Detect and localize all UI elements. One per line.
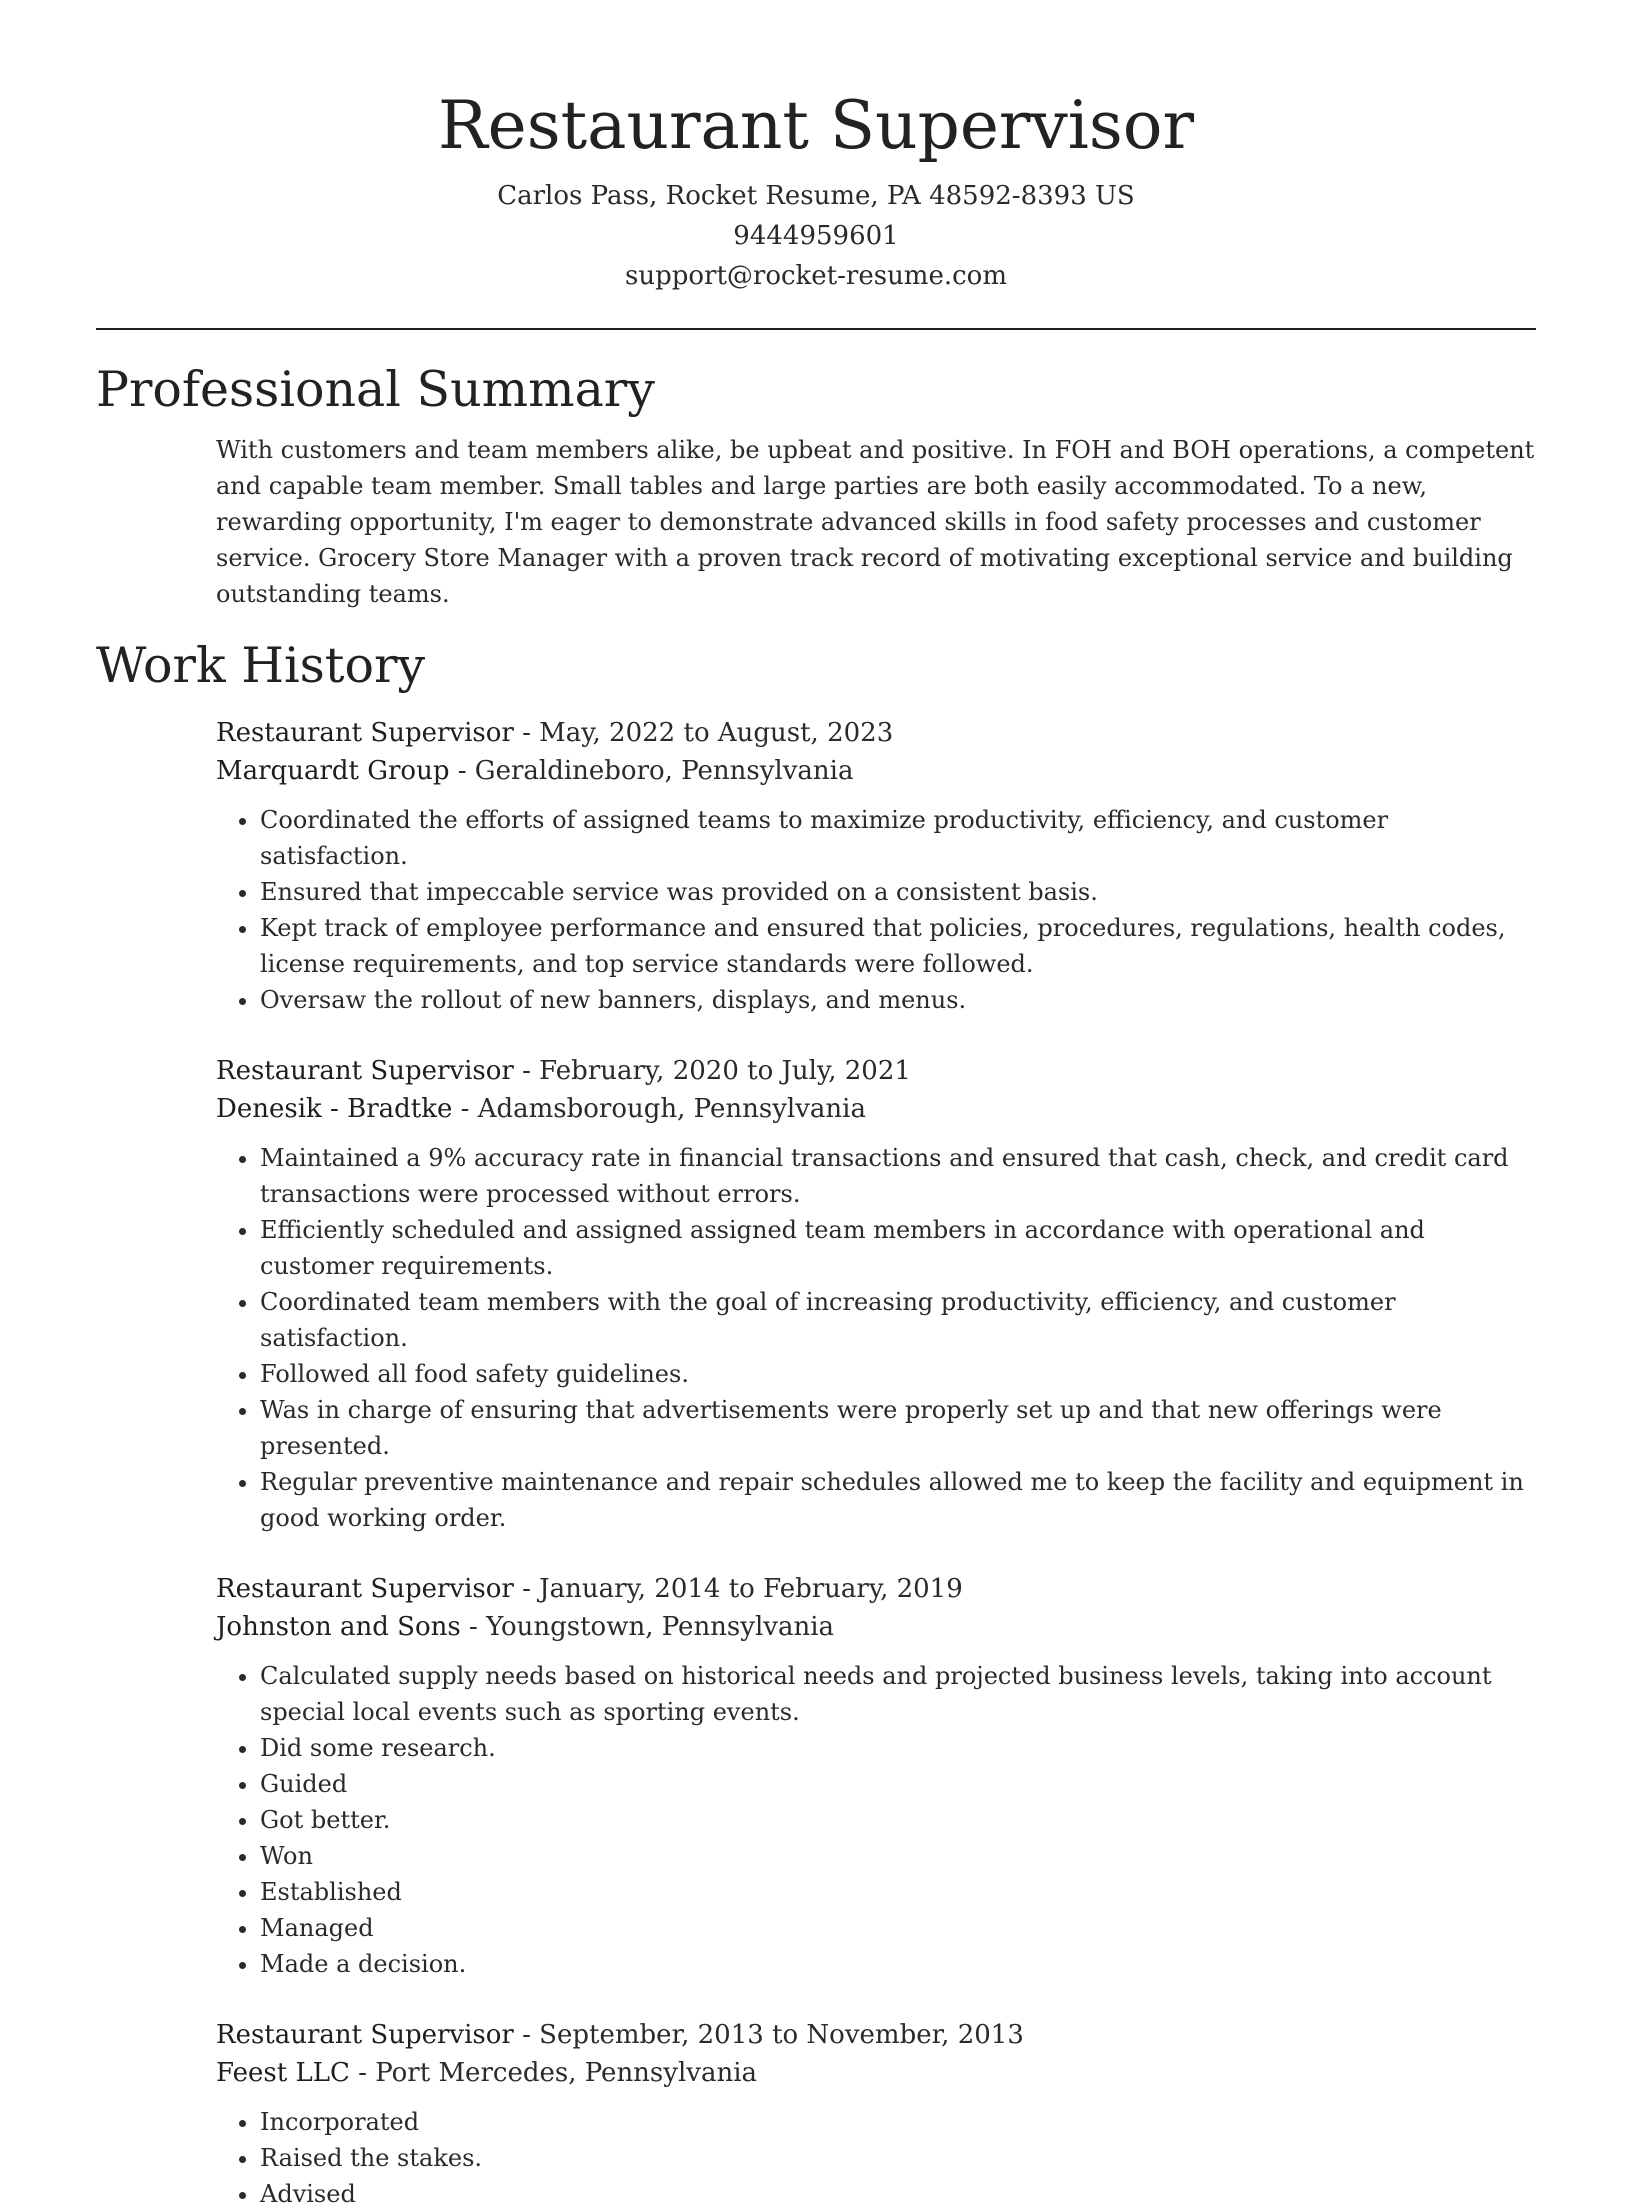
resume-page bbox=[96, 0, 1536, 2212]
job-location: Port Mercedes, Pennsylvania bbox=[375, 2058, 758, 2088]
job-bullet: • Raised the stakes. bbox=[260, 2140, 1536, 2176]
job-bullet: • Guided bbox=[260, 1766, 1536, 1802]
job-title-line: Restaurant Supervisor - February, 2020 to July, 2021 bbox=[216, 1056, 911, 1086]
job-title-line: Restaurant Supervisor - January, 2014 to February, 2019 bbox=[216, 1574, 963, 1604]
job-bullets bbox=[216, 2104, 1536, 2212]
job-bullet: • Made a decision. bbox=[260, 1946, 1536, 1982]
job-dates: September, 2013 to November, 2013 bbox=[539, 2020, 1024, 2050]
job-bullet: • Followed all food safety guidelines. bbox=[260, 1356, 1536, 1392]
job-location: Youngstown, Pennsylvania bbox=[486, 1612, 835, 1642]
job-dates: January, 2014 to February, 2019 bbox=[539, 1574, 963, 1604]
job-bullets bbox=[216, 802, 1536, 1018]
job-bullet: • Coordinated team members with the goal of increasing productivity, efficiency, and customer satisfaction. bbox=[260, 1284, 1536, 1356]
job-title-line: Restaurant Supervisor - May, 2022 to August, 2023 bbox=[216, 718, 894, 748]
job-bullet: • Regular preventive maintenance and repair schedules allowed me to keep the facility and equipment in good working order. bbox=[260, 1464, 1536, 1536]
job-bullet: • Incorporated bbox=[260, 2104, 1536, 2140]
job-bullet: • Established bbox=[260, 1874, 1536, 1910]
job-location: Geraldineboro, Pennsylvania bbox=[474, 756, 854, 786]
job-entry bbox=[216, 1052, 1536, 1536]
job-bullet: • Maintained a 9% accuracy rate in financial transactions and ensured that cash, check, and credit card transactions were processed without errors. bbox=[260, 1140, 1536, 1212]
job-company: Marquardt Group bbox=[216, 756, 450, 786]
job-title: Restaurant Supervisor bbox=[216, 1056, 514, 1086]
job-bullet: • Kept track of employee performance and ensured that policies, procedures, regulations, health codes, license requirements, and top service standards were followed. bbox=[260, 910, 1536, 982]
job-company: Johnston and Sons bbox=[216, 1612, 461, 1642]
contact-block bbox=[96, 176, 1536, 296]
job-bullet: • Managed bbox=[260, 1910, 1536, 1946]
resume-header bbox=[96, 0, 1536, 296]
job-bullet: • Won bbox=[260, 1838, 1536, 1874]
job-bullet: • Was in charge of ensuring that advertisements were properly set up and that new offerings were presented. bbox=[260, 1392, 1536, 1464]
job-bullet: • Calculated supply needs based on historical needs and projected business levels, taking into account special local events such as sporting events. bbox=[260, 1658, 1536, 1730]
contact-email: support@rocket-resume.com bbox=[624, 261, 1007, 291]
job-title: Restaurant Supervisor bbox=[216, 1574, 514, 1604]
job-title-line: Restaurant Supervisor - September, 2013 to November, 2013 bbox=[216, 2020, 1024, 2050]
job-bullet: • Efficiently scheduled and assigned assigned team members in accordance with operational and customer requirements. bbox=[260, 1212, 1536, 1284]
job-company-line: Denesik - Bradtke - Adamsborough, Pennsylvania bbox=[216, 1094, 866, 1124]
job-bullet: • Ensured that impeccable service was provided on a consistent basis. bbox=[260, 874, 1536, 910]
job-title: Restaurant Supervisor bbox=[216, 2020, 514, 2050]
resume-name: Restaurant Supervisor bbox=[437, 87, 1195, 164]
header-divider bbox=[96, 328, 1536, 330]
work-history-heading: Work History bbox=[96, 637, 426, 694]
job-company: Feest LLC bbox=[216, 2058, 350, 2088]
job-company-line: Johnston and Sons - Youngstown, Pennsylvania bbox=[216, 1612, 835, 1642]
job-list bbox=[216, 714, 1536, 2212]
job-company-line: Marquardt Group - Geraldineboro, Pennsylvania bbox=[216, 756, 854, 786]
job-bullet: • Did some research. bbox=[260, 1730, 1536, 1766]
job-title: Restaurant Supervisor bbox=[216, 718, 514, 748]
summary-text: With customers and team members alike, be upbeat and positive. In FOH and BOH operations, a competent and capable team member. Small tables and large parties are both easily accommodated. To a new, rewarding opportunity, I'm eager to demonstrate advanced skills in food safety processes and customer service. Grocery Store Manager with a proven track record of motivating exceptional service and building outstanding teams. bbox=[216, 436, 1535, 608]
summary-heading: Professional Summary bbox=[96, 361, 655, 418]
job-location: Adamsborough, Pennsylvania bbox=[477, 1094, 866, 1124]
job-dates: May, 2022 to August, 2023 bbox=[539, 718, 894, 748]
job-bullet: • Got better. bbox=[260, 1802, 1536, 1838]
contact-phone: 9444959601 bbox=[733, 221, 899, 251]
job-entry bbox=[216, 2016, 1536, 2212]
job-entry bbox=[216, 1570, 1536, 1982]
contact-address: Carlos Pass, Rocket Resume, PA 48592-8393 US bbox=[497, 181, 1135, 211]
job-entry bbox=[216, 714, 1536, 1018]
job-bullet: • Oversaw the rollout of new banners, displays, and menus. bbox=[260, 982, 1536, 1018]
job-company: Denesik - Bradtke bbox=[216, 1094, 453, 1124]
job-bullets bbox=[216, 1658, 1536, 1982]
job-company-line: Feest LLC - Port Mercedes, Pennsylvania bbox=[216, 2058, 758, 2088]
job-bullets bbox=[216, 1140, 1536, 1536]
job-dates: February, 2020 to July, 2021 bbox=[539, 1056, 911, 1086]
job-bullet: • Coordinated the efforts of assigned teams to maximize productivity, efficiency, and customer satisfaction. bbox=[260, 802, 1536, 874]
job-bullet: • Advised bbox=[260, 2176, 1536, 2212]
